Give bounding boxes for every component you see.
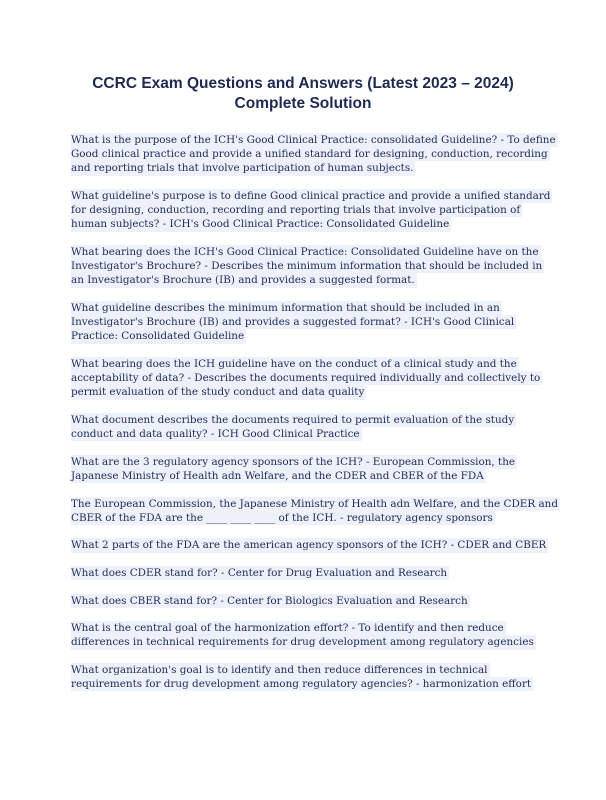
qa-text-line: Investigator's Brochure? - Describes the minimum information that should be included in — [71, 260, 543, 273]
qa-text-line: What bearing does the ICH's Good Clinical Practice: Consolidated Guideline have on the — [71, 246, 539, 258]
qa-text-line: acceptability of data? - Describes the documents required individually and collectively to — [71, 372, 541, 385]
qa-paragraph — [71, 566, 551, 580]
qa-text-line: CBER of the FDA are the ____ ____ ____ of the ICH. - regulatory agency sponsors — [71, 511, 493, 524]
qa-text-line: What does CDER stand for? - Center for Drug Evaluation and Research — [71, 566, 448, 579]
qa-text-line: What are the 3 regulatory agency sponsors of the ICH? - European Commission, the — [71, 455, 516, 468]
qa-paragraph — [71, 189, 551, 232]
qa-text-line: requirements for drug development among regulatory agencies? - harmonization effort — [71, 678, 532, 691]
qa-text-line: What guideline's purpose is to define Good clinical practice and provide a unified standard — [71, 190, 551, 202]
qa-text-line: human subjects? - ICH's Good Clinical Practice: Consolidated Guideline — [71, 218, 450, 231]
qa-text-line: What document describes the documents required to permit evaluation of the study — [71, 414, 515, 426]
qa-text-line: conduct and data quality? - ICH Good Clinical Practice — [71, 428, 360, 441]
qa-paragraph — [71, 357, 551, 400]
qa-text-line: The European Commission, the Japanese Ministry of Health adn Welfare, and the CDER and — [71, 497, 559, 510]
qa-paragraph — [71, 594, 551, 608]
qa-text-line: and reporting trials that involve participation of human subjects. — [71, 162, 414, 175]
qa-text-line: differences in technical requirements for drug development among regulatory agencies — [71, 636, 534, 649]
qa-text-line: permit evaluation of the study conduct and data quality — [71, 386, 365, 399]
qa-text-line: What guideline describes the minimum information that should be included in an — [71, 302, 500, 314]
title-line-2: Complete Solution — [234, 95, 372, 112]
qa-text-line: Good clinical practice and provide a unified standard for designing, conduction, recording — [71, 148, 548, 161]
qa-paragraph — [71, 538, 551, 552]
qa-text-line: What 2 parts of the FDA are the american agency sponsors of the ICH? - CDER and CBER — [71, 539, 547, 552]
qa-paragraph — [71, 133, 556, 176]
qa-text-line: for designing, conduction, recording and reporting trials that involve participation of — [71, 204, 521, 217]
qa-paragraph — [71, 621, 551, 649]
qa-paragraph — [71, 245, 551, 288]
qa-list — [71, 133, 559, 705]
qa-text-line: What bearing does the ICH guideline have on the conduct of a clinical study and the — [71, 358, 517, 370]
qa-text-line: What organization's goal is to identify and then reduce differences in technical — [71, 663, 488, 676]
qa-paragraph — [71, 413, 551, 441]
qa-text-line: What is the central goal of the harmonization effort? - To identify and then reduce — [71, 622, 504, 635]
qa-text-line: Practice: Consolidated Guideline — [71, 330, 245, 343]
qa-text-line: Investigator's Brochure (IB) and provides a suggested format? - ICH's Good Clinical — [71, 316, 515, 329]
qa-paragraph — [71, 663, 551, 691]
qa-text-line: an Investigator's Brochure (IB) and provides a suggested format. — [71, 274, 415, 287]
qa-text-line: Japanese Ministry of Health adn Welfare, and the CDER and CBER of the FDA — [71, 470, 484, 482]
qa-paragraph — [71, 497, 559, 525]
qa-text-line: What does CBER stand for? - Center for Biologics Evaluation and Research — [71, 594, 468, 607]
document-title — [40, 74, 566, 114]
qa-paragraph — [71, 455, 551, 483]
title-line-1: CCRC Exam Questions and Answers (Latest 2023 – 2024) — [92, 75, 514, 92]
qa-text-line: What is the purpose of the ICH's Good Clinical Practice: consolidated Guideline? - To define — [71, 134, 556, 146]
qa-paragraph — [71, 301, 551, 344]
